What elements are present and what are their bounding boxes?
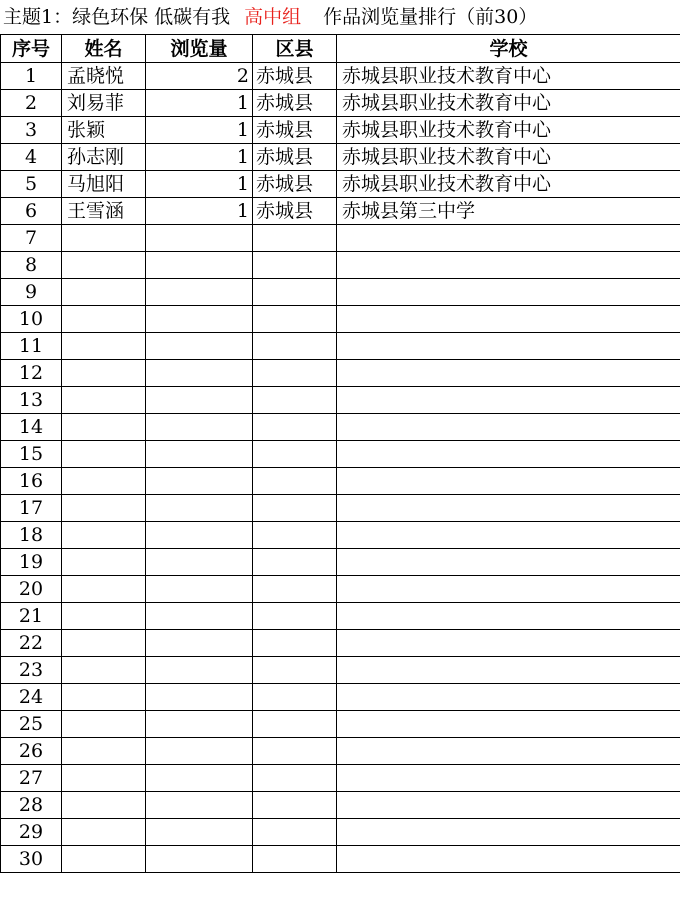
cell-name[interactable]: 马旭阳 <box>62 171 146 198</box>
table-row <box>1 765 680 792</box>
cell-name[interactable] <box>62 684 146 711</box>
cell-seq[interactable]: 27 <box>1 765 62 792</box>
sheet-title <box>0 0 680 34</box>
cell-school[interactable] <box>337 468 680 495</box>
cell-school[interactable] <box>337 657 680 684</box>
cell-seq[interactable]: 21 <box>1 603 62 630</box>
cell-seq[interactable]: 29 <box>1 819 62 846</box>
cell-district[interactable] <box>253 576 337 603</box>
table-row <box>1 117 680 144</box>
table-row <box>1 279 680 306</box>
cell-name[interactable] <box>62 846 146 873</box>
title-group: 高中组 <box>244 6 302 28</box>
cell-seq[interactable]: 22 <box>1 630 62 657</box>
cell-school[interactable]: 赤城县职业技术教育中心 <box>337 90 680 117</box>
cell-seq[interactable]: 11 <box>1 333 62 360</box>
title-suffix: 作品浏览量排行（前30） <box>323 6 538 28</box>
table-row <box>1 63 680 90</box>
header-seq[interactable]: 序号 <box>1 35 62 63</box>
cell-views[interactable] <box>146 684 253 711</box>
table-row <box>1 225 680 252</box>
cell-district[interactable] <box>253 630 337 657</box>
cell-school[interactable] <box>337 711 680 738</box>
cell-school[interactable] <box>337 792 680 819</box>
cell-name[interactable] <box>62 630 146 657</box>
table-row <box>1 630 680 657</box>
cell-district[interactable]: 赤城县 <box>253 198 337 225</box>
cell-district[interactable] <box>253 468 337 495</box>
cell-district[interactable] <box>253 252 337 279</box>
table-row <box>1 198 680 225</box>
cell-seq[interactable]: 16 <box>1 468 62 495</box>
table-row <box>1 144 680 171</box>
cell-school[interactable] <box>337 549 680 576</box>
cell-district[interactable] <box>253 306 337 333</box>
table-row <box>1 414 680 441</box>
cell-school[interactable] <box>337 846 680 873</box>
cell-views[interactable] <box>146 468 253 495</box>
cell-name[interactable] <box>62 360 146 387</box>
cell-views[interactable] <box>146 306 253 333</box>
table-row <box>1 360 680 387</box>
cell-district[interactable] <box>253 684 337 711</box>
cell-district[interactable]: 赤城县 <box>253 117 337 144</box>
cell-seq[interactable]: 3 <box>1 117 62 144</box>
cell-district[interactable] <box>253 279 337 306</box>
ranking-table <box>0 34 680 873</box>
cell-views[interactable] <box>146 414 253 441</box>
cell-views[interactable]: 1 <box>146 90 253 117</box>
cell-name[interactable] <box>62 549 146 576</box>
cell-district[interactable] <box>253 819 337 846</box>
header-views[interactable]: 浏览量 <box>146 35 253 63</box>
cell-name[interactable]: 王雪涵 <box>62 198 146 225</box>
table-row <box>1 522 680 549</box>
cell-views[interactable]: 1 <box>146 144 253 171</box>
cell-name[interactable] <box>62 576 146 603</box>
cell-school[interactable] <box>337 333 680 360</box>
cell-views[interactable] <box>146 576 253 603</box>
cell-school[interactable] <box>337 306 680 333</box>
cell-district[interactable]: 赤城县 <box>253 63 337 90</box>
table-row <box>1 387 680 414</box>
cell-district[interactable] <box>253 792 337 819</box>
cell-seq[interactable]: 1 <box>1 63 62 90</box>
table-row <box>1 549 680 576</box>
table-row <box>1 441 680 468</box>
cell-views[interactable] <box>146 495 253 522</box>
cell-name[interactable] <box>62 711 146 738</box>
cell-school[interactable] <box>337 360 680 387</box>
cell-district[interactable] <box>253 522 337 549</box>
table-body <box>1 63 680 873</box>
cell-school[interactable] <box>337 576 680 603</box>
cell-school[interactable]: 赤城县职业技术教育中心 <box>337 63 680 90</box>
cell-seq[interactable]: 6 <box>1 198 62 225</box>
cell-name[interactable] <box>62 495 146 522</box>
cell-seq[interactable]: 23 <box>1 657 62 684</box>
table-row <box>1 252 680 279</box>
cell-seq[interactable]: 7 <box>1 225 62 252</box>
header-school[interactable]: 学校 <box>337 35 680 63</box>
cell-name[interactable] <box>62 441 146 468</box>
cell-views[interactable] <box>146 360 253 387</box>
table-row <box>1 684 680 711</box>
cell-name[interactable]: 孙志刚 <box>62 144 146 171</box>
cell-views[interactable] <box>146 279 253 306</box>
header-row <box>1 35 680 63</box>
cell-name[interactable] <box>62 279 146 306</box>
cell-views[interactable] <box>146 738 253 765</box>
cell-views[interactable] <box>146 441 253 468</box>
cell-name[interactable] <box>62 225 146 252</box>
cell-views[interactable] <box>146 765 253 792</box>
cell-name[interactable] <box>62 414 146 441</box>
cell-seq[interactable]: 26 <box>1 738 62 765</box>
cell-district[interactable] <box>253 387 337 414</box>
cell-seq[interactable]: 28 <box>1 792 62 819</box>
cell-district[interactable]: 赤城县 <box>253 144 337 171</box>
table-row <box>1 819 680 846</box>
cell-school[interactable] <box>337 279 680 306</box>
cell-seq[interactable]: 18 <box>1 522 62 549</box>
cell-views[interactable] <box>146 711 253 738</box>
cell-name[interactable] <box>62 738 146 765</box>
cell-district[interactable] <box>253 225 337 252</box>
cell-district[interactable] <box>253 495 337 522</box>
cell-views[interactable]: 1 <box>146 171 253 198</box>
table-row <box>1 90 680 117</box>
cell-views[interactable] <box>146 819 253 846</box>
cell-views[interactable] <box>146 225 253 252</box>
cell-seq[interactable]: 19 <box>1 549 62 576</box>
cell-district[interactable] <box>253 657 337 684</box>
cell-school[interactable] <box>337 495 680 522</box>
cell-name[interactable] <box>62 468 146 495</box>
cell-views[interactable] <box>146 252 253 279</box>
cell-seq[interactable]: 9 <box>1 279 62 306</box>
cell-views[interactable] <box>146 630 253 657</box>
cell-school[interactable] <box>337 414 680 441</box>
cell-name[interactable] <box>62 819 146 846</box>
header-district[interactable]: 区县 <box>253 35 337 63</box>
cell-school[interactable]: 赤城县职业技术教育中心 <box>337 117 680 144</box>
cell-school[interactable] <box>337 252 680 279</box>
cell-name[interactable]: 孟晓悦 <box>62 63 146 90</box>
cell-district[interactable] <box>253 846 337 873</box>
table-row <box>1 603 680 630</box>
cell-seq[interactable]: 10 <box>1 306 62 333</box>
cell-district[interactable] <box>253 738 337 765</box>
cell-district[interactable]: 赤城县 <box>253 90 337 117</box>
cell-views[interactable]: 1 <box>146 117 253 144</box>
cell-views[interactable] <box>146 387 253 414</box>
cell-name[interactable]: 刘易菲 <box>62 90 146 117</box>
table-row <box>1 846 680 873</box>
cell-seq[interactable]: 13 <box>1 387 62 414</box>
cell-school[interactable] <box>337 630 680 657</box>
cell-name[interactable] <box>62 792 146 819</box>
cell-district[interactable] <box>253 333 337 360</box>
cell-school[interactable] <box>337 684 680 711</box>
cell-school[interactable]: 赤城县第三中学 <box>337 198 680 225</box>
cell-district[interactable] <box>253 414 337 441</box>
cell-name[interactable] <box>62 333 146 360</box>
cell-district[interactable] <box>253 603 337 630</box>
cell-district[interactable] <box>253 711 337 738</box>
table-row <box>1 576 680 603</box>
table-row <box>1 333 680 360</box>
cell-views[interactable] <box>146 549 253 576</box>
cell-seq[interactable]: 24 <box>1 684 62 711</box>
cell-name[interactable]: 张颖 <box>62 117 146 144</box>
cell-name[interactable] <box>62 387 146 414</box>
table-row <box>1 792 680 819</box>
cell-school[interactable] <box>337 225 680 252</box>
table-row <box>1 657 680 684</box>
cell-school[interactable] <box>337 819 680 846</box>
cell-school[interactable] <box>337 441 680 468</box>
cell-district[interactable] <box>253 765 337 792</box>
cell-views[interactable] <box>146 792 253 819</box>
cell-name[interactable] <box>62 252 146 279</box>
table-row <box>1 468 680 495</box>
cell-name[interactable] <box>62 603 146 630</box>
title-prefix: 主题1：绿色环保 低碳有我 <box>3 6 231 28</box>
cell-school[interactable] <box>337 603 680 630</box>
cell-seq[interactable]: 30 <box>1 846 62 873</box>
cell-district[interactable] <box>253 360 337 387</box>
cell-views[interactable]: 1 <box>146 198 253 225</box>
table-row <box>1 306 680 333</box>
cell-seq[interactable]: 15 <box>1 441 62 468</box>
cell-seq[interactable]: 5 <box>1 171 62 198</box>
cell-seq[interactable]: 17 <box>1 495 62 522</box>
cell-name[interactable] <box>62 765 146 792</box>
cell-school[interactable] <box>337 522 680 549</box>
cell-views[interactable] <box>146 603 253 630</box>
cell-views[interactable] <box>146 522 253 549</box>
cell-district[interactable] <box>253 441 337 468</box>
cell-school[interactable] <box>337 765 680 792</box>
cell-views[interactable] <box>146 333 253 360</box>
cell-views[interactable]: 2 <box>146 63 253 90</box>
cell-seq[interactable]: 14 <box>1 414 62 441</box>
cell-district[interactable] <box>253 549 337 576</box>
cell-views[interactable] <box>146 657 253 684</box>
cell-school[interactable] <box>337 387 680 414</box>
cell-name[interactable] <box>62 657 146 684</box>
cell-name[interactable] <box>62 306 146 333</box>
cell-district[interactable]: 赤城县 <box>253 171 337 198</box>
table-row <box>1 171 680 198</box>
cell-seq[interactable]: 2 <box>1 90 62 117</box>
cell-school[interactable]: 赤城县职业技术教育中心 <box>337 171 680 198</box>
table-row <box>1 738 680 765</box>
cell-seq[interactable]: 8 <box>1 252 62 279</box>
table-row <box>1 711 680 738</box>
cell-seq[interactable]: 20 <box>1 576 62 603</box>
cell-name[interactable] <box>62 522 146 549</box>
cell-seq[interactable]: 4 <box>1 144 62 171</box>
cell-seq[interactable]: 12 <box>1 360 62 387</box>
table-row <box>1 495 680 522</box>
cell-school[interactable] <box>337 738 680 765</box>
cell-views[interactable] <box>146 846 253 873</box>
header-name[interactable]: 姓名 <box>62 35 146 63</box>
cell-school[interactable]: 赤城县职业技术教育中心 <box>337 144 680 171</box>
cell-seq[interactable]: 25 <box>1 711 62 738</box>
